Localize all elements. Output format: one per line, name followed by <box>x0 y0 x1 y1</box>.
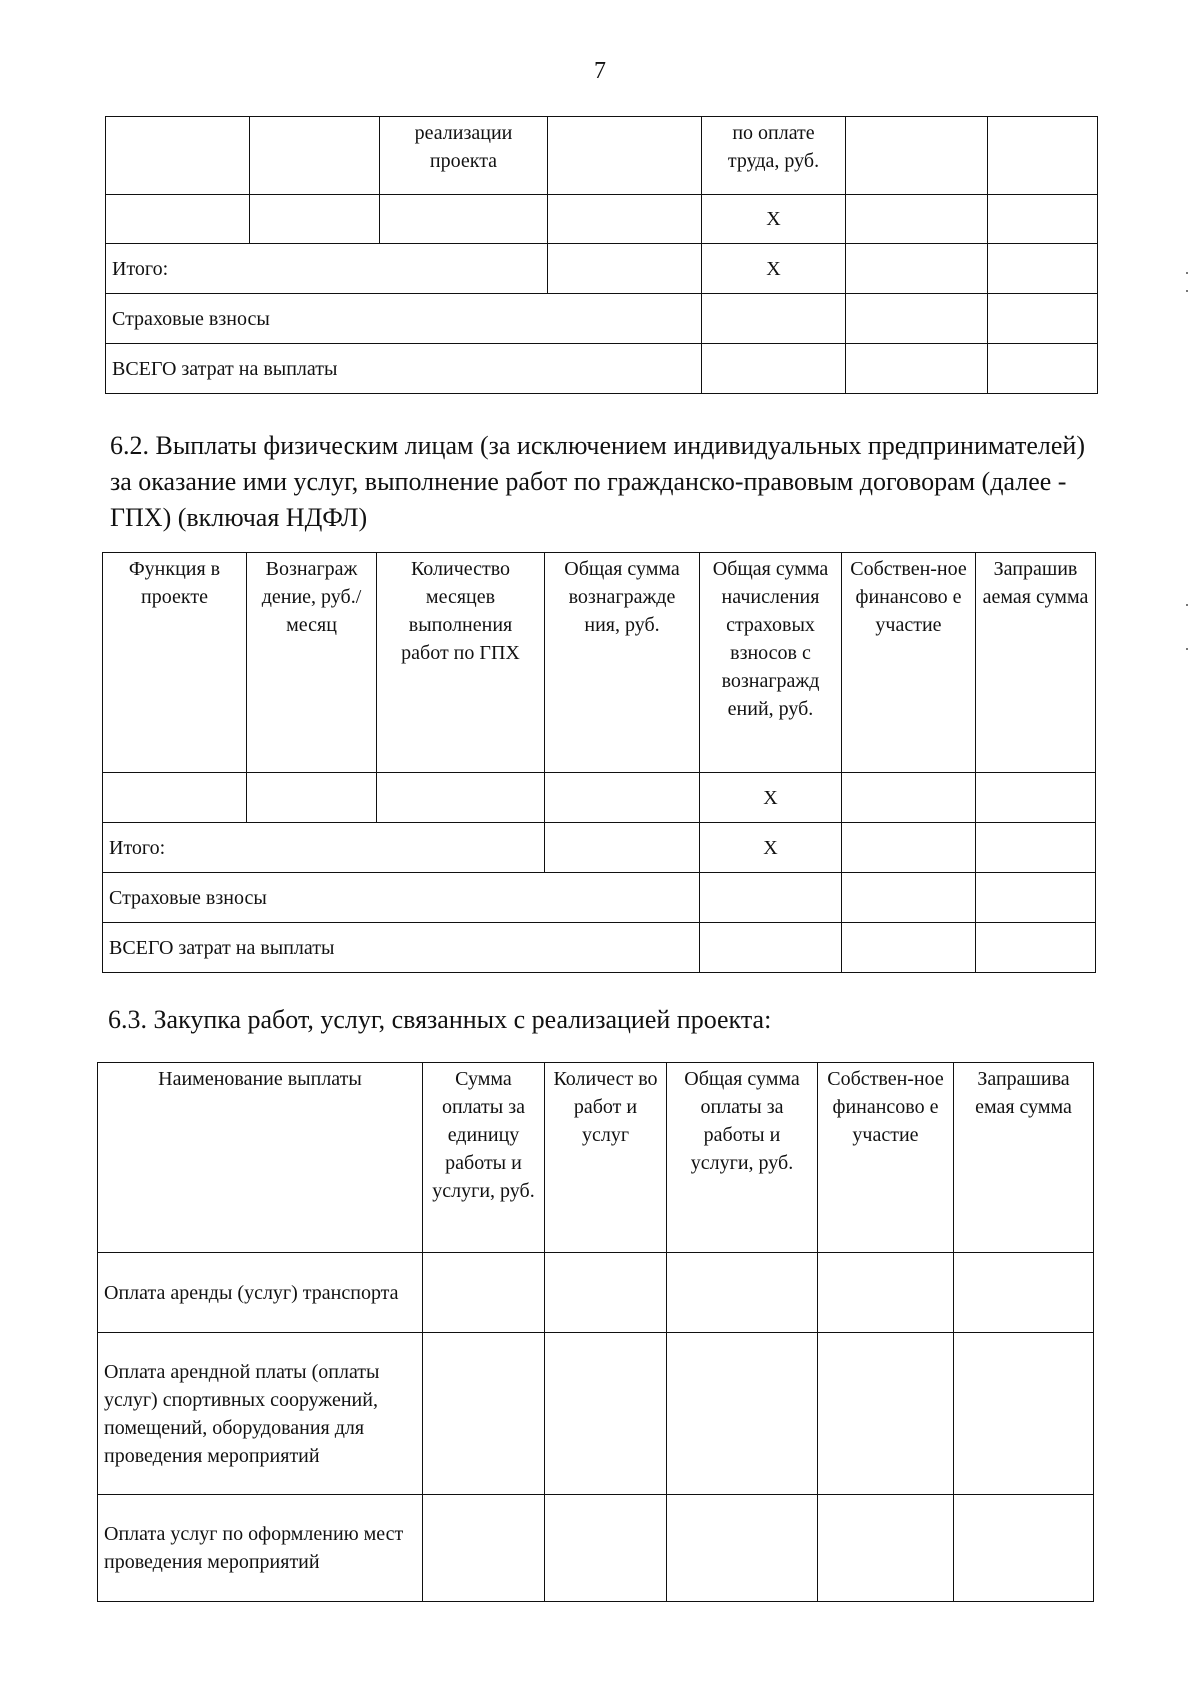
gph-table-row <box>103 773 1096 823</box>
gph-insurance-cell-6 <box>842 873 976 923</box>
procurement-row-cell-3 <box>545 1333 667 1495</box>
salary-total-label: Итого: <box>106 244 548 294</box>
procurement-col-own-funding: Собствен-ное финансово е участие <box>818 1063 954 1253</box>
procurement-table <box>97 1062 1094 1602</box>
gph-insurance-cell-5 <box>700 873 842 923</box>
salary-header-cell-4 <box>548 117 702 195</box>
procurement-row-cell-3 <box>545 1495 667 1602</box>
procurement-row-label: Оплата услуг по оформлению мест проведения мероприятий <box>98 1495 423 1602</box>
procurement-row-cell-6 <box>954 1253 1094 1333</box>
salary-total-cell-5: Х <box>702 244 846 294</box>
salary-row-cell-5: Х <box>702 195 846 244</box>
procurement-col-unit-price: Сумма оплаты за единицу работы и услуги, руб. <box>423 1063 545 1253</box>
gph-row-cell-6 <box>842 773 976 823</box>
salary-insurance-cell-6 <box>846 294 988 344</box>
gph-row-cell-7 <box>976 773 1096 823</box>
procurement-row-cell-5 <box>818 1495 954 1602</box>
scan-speck <box>1186 272 1188 274</box>
gph-payments-table <box>102 552 1096 973</box>
salary-grand-total-cell-7 <box>988 344 1098 394</box>
procurement-row-label: Оплата арендной платы (оплаты услуг) спортивных сооружений, помещений, оборудования для проведения мероприятий <box>98 1333 423 1495</box>
gph-row-cell-3 <box>377 773 545 823</box>
gph-col-insurance-total: Общая сумма начисления страховых взносов с вознагражд ений, руб. <box>700 553 842 773</box>
gph-row-cell-4 <box>545 773 700 823</box>
salary-row-cell-1 <box>106 195 250 244</box>
gph-total-cell-5: Х <box>700 823 842 873</box>
salary-row-cell-7 <box>988 195 1098 244</box>
salary-grand-total-row <box>106 344 1098 394</box>
gph-table-header-row <box>103 553 1096 773</box>
procurement-col-total: Общая сумма оплаты за работы и услуги, руб. <box>667 1063 818 1253</box>
gph-col-months: Количество месяцев выполнения работ по ГПХ <box>377 553 545 773</box>
procurement-row-cell-6 <box>954 1495 1094 1602</box>
procurement-row-cell-4 <box>667 1333 818 1495</box>
gph-insurance-label: Страховые взносы <box>103 873 700 923</box>
gph-row-cell-5: Х <box>700 773 842 823</box>
salary-insurance-row <box>106 294 1098 344</box>
gph-grand-total-row <box>103 923 1096 973</box>
procurement-row-label: Оплата аренды (услуг) транспорта <box>98 1253 423 1333</box>
salary-header-cell-1 <box>106 117 250 195</box>
procurement-row-cell-3 <box>545 1253 667 1333</box>
salary-total-cell-4 <box>548 244 702 294</box>
procurement-row-cell-4 <box>667 1495 818 1602</box>
gph-grand-total-cell-7 <box>976 923 1096 973</box>
gph-insurance-cell-7 <box>976 873 1096 923</box>
gph-row-cell-2 <box>247 773 377 823</box>
salary-row-cell-2 <box>250 195 380 244</box>
gph-total-cell-7 <box>976 823 1096 873</box>
salary-total-row <box>106 244 1098 294</box>
procurement-row-cell-4 <box>667 1253 818 1333</box>
salary-header-cell-7 <box>988 117 1098 195</box>
procurement-row-cell-6 <box>954 1333 1094 1495</box>
procurement-row-cell-2 <box>423 1495 545 1602</box>
gph-grand-total-label: ВСЕГО затрат на выплаты <box>103 923 700 973</box>
procurement-row-transport <box>98 1253 1094 1333</box>
procurement-row-cell-2 <box>423 1253 545 1333</box>
salary-row-cell-4 <box>548 195 702 244</box>
salary-header-cell-5: по оплате труда, руб. <box>702 117 846 195</box>
gph-grand-total-cell-5 <box>700 923 842 973</box>
salary-table <box>105 116 1098 394</box>
page-number: 7 <box>594 58 606 84</box>
procurement-col-name: Наименование выплаты <box>98 1063 423 1253</box>
procurement-row-facility-rent <box>98 1333 1094 1495</box>
salary-grand-total-label: ВСЕГО затрат на выплаты <box>106 344 702 394</box>
procurement-row-cell-5 <box>818 1333 954 1495</box>
salary-insurance-label: Страховые взносы <box>106 294 702 344</box>
salary-header-cell-3: реализации проекта <box>380 117 548 195</box>
gph-col-function: Функция в проекте <box>103 553 247 773</box>
salary-table-header-row <box>106 117 1098 195</box>
procurement-col-quantity: Количест во работ и услуг <box>545 1063 667 1253</box>
salary-table-row <box>106 195 1098 244</box>
procurement-col-requested: Запрашива емая сумма <box>954 1063 1094 1253</box>
salary-grand-total-cell-5 <box>702 344 846 394</box>
scan-speck <box>1186 604 1188 606</box>
gph-insurance-row <box>103 873 1096 923</box>
section-6-3-heading: 6.3. Закупка работ, услуг, связанных с реализацией проекта: <box>108 1005 772 1034</box>
gph-total-cell-4 <box>545 823 700 873</box>
salary-insurance-cell-5 <box>702 294 846 344</box>
section-6-2-heading: 6.2. Выплаты физическим лицам (за исключением индивидуальных предпринимателей) за оказание ими услуг, выполнение работ по гражданско-правовым договорам (далее - ГПХ) (включая НДФЛ) <box>110 431 1085 532</box>
gph-col-own-funding: Собствен-ное финансово е участие <box>842 553 976 773</box>
procurement-row-cell-5 <box>818 1253 954 1333</box>
salary-total-cell-7 <box>988 244 1098 294</box>
gph-grand-total-cell-6 <box>842 923 976 973</box>
gph-total-label: Итого: <box>103 823 545 873</box>
gph-total-row <box>103 823 1096 873</box>
salary-row-cell-6 <box>846 195 988 244</box>
salary-header-cell-6 <box>846 117 988 195</box>
procurement-row-cell-2 <box>423 1333 545 1495</box>
gph-col-requested: Запрашив аемая сумма <box>976 553 1096 773</box>
scan-speck <box>1186 648 1188 650</box>
salary-row-cell-3 <box>380 195 548 244</box>
salary-total-cell-6 <box>846 244 988 294</box>
gph-row-cell-1 <box>103 773 247 823</box>
procurement-table-header-row <box>98 1063 1094 1253</box>
procurement-row-venue-decoration <box>98 1495 1094 1602</box>
salary-grand-total-cell-6 <box>846 344 988 394</box>
scan-speck <box>1186 290 1188 292</box>
gph-col-reward: Вознаграж дение, руб./месяц <box>247 553 377 773</box>
salary-insurance-cell-7 <box>988 294 1098 344</box>
gph-total-cell-6 <box>842 823 976 873</box>
gph-col-total-reward: Общая сумма вознагражде ния, руб. <box>545 553 700 773</box>
salary-header-cell-2 <box>250 117 380 195</box>
